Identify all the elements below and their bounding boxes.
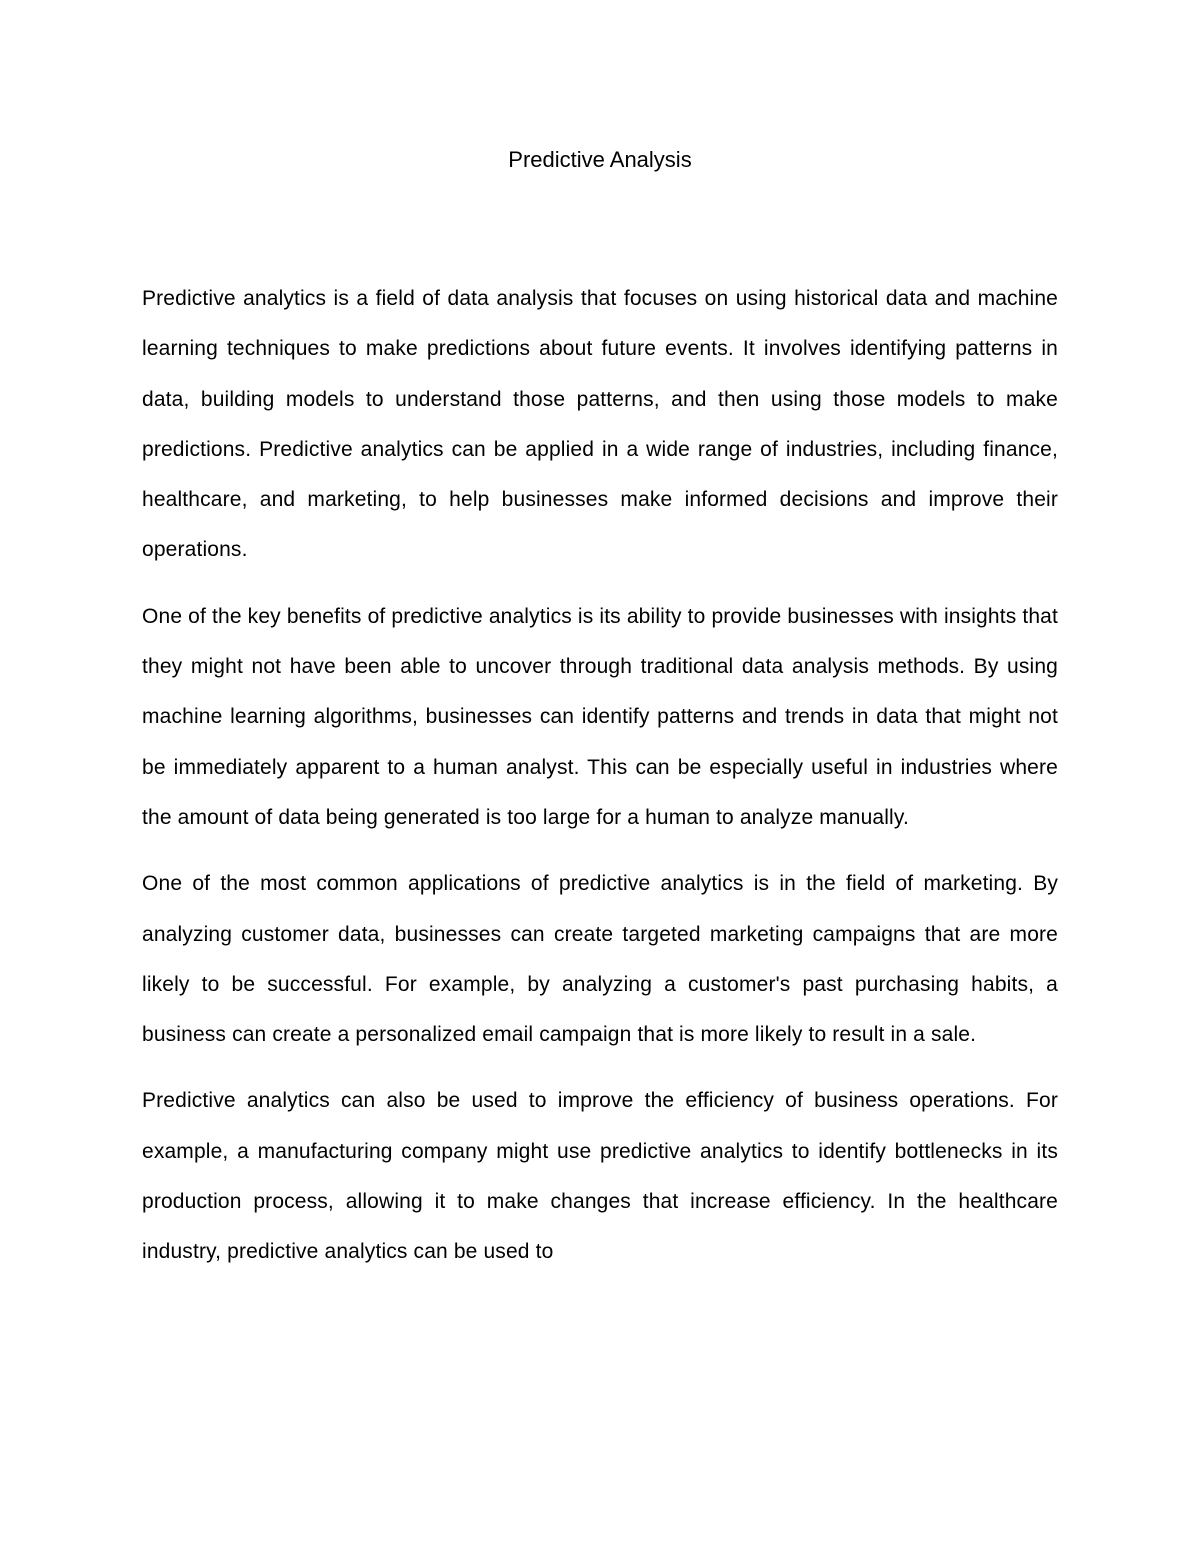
paragraph-4: Predictive analytics can also be used to improve the efficiency of business operations. For example, a manufacturing company might use predictive analytics to identify bottlenecks in its production process, allowing it to make changes that increase efficiency. In the healthcare industry, predictive analytics can be used to [142, 1089, 1058, 1264]
paragraph-1: Predictive analytics is a field of data analysis that focuses on using historical data and machine learning techniques to make predictions about future events. It involves identifying patterns in data, building models to understand those patterns, and then using those models to make predictions. Predictive analytics can be applied in a wide range of industries, including finance, healthcare, and marketing, to help businesses make informed decisions and improve their operations. [142, 287, 1058, 562]
paragraph-2: One of the key benefits of predictive analytics is its ability to provide businesses with insights that they might not have been able to uncover through traditional data analysis methods. By using machine learning algorithms, businesses can identify patterns and trends in data that might not be immediately apparent to a human analyst. This can be especially useful in industries where the amount of data being generated is too large for a human to analyze manually. [142, 604, 1058, 829]
document-title: Predictive Analysis [508, 147, 692, 172]
document-body [142, 274, 1058, 1294]
paragraph-3: One of the most common applications of predictive analytics is in the field of marketing. By analyzing customer data, businesses can create targeted marketing campaigns that are more likely to be successful. For example, by analyzing a customer's past purchasing habits, a business can create a personalized email campaign that is more likely to result in a sale. [142, 872, 1058, 1047]
